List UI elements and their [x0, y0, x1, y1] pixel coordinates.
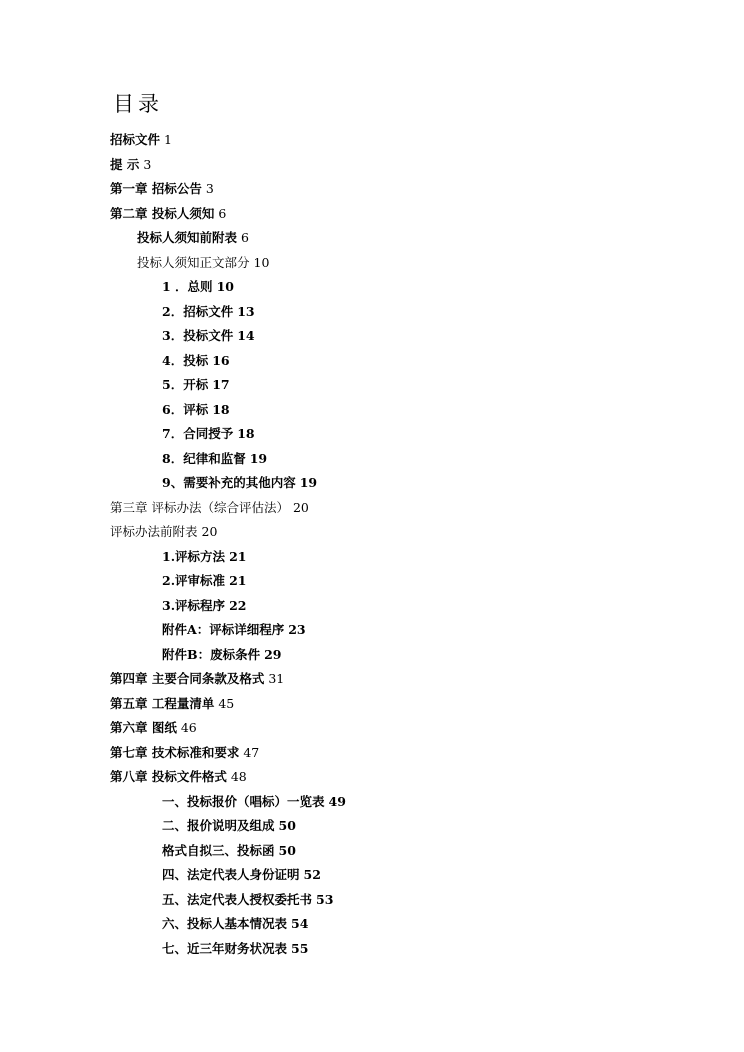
toc-entry-text: 第五章 工程量清单 [110, 695, 215, 711]
toc-entry[interactable] [162, 814, 296, 838]
toc-entry[interactable] [162, 275, 234, 299]
toc-entry-text: 附件B：废标条件 [162, 646, 261, 662]
toc-entry-page: 6 [241, 230, 249, 245]
toc-entry-page: 23 [288, 622, 306, 637]
toc-entry[interactable] [162, 888, 333, 912]
toc-entry-text: 2．招标文件 [162, 303, 234, 319]
toc-entry-page: 55 [291, 940, 309, 956]
toc-entry-page: 52 [303, 867, 321, 882]
toc-entry[interactable] [162, 790, 346, 814]
toc-entry[interactable] [110, 128, 172, 152]
toc-entry-page: 21 [229, 548, 247, 564]
toc-entry-text: 一、投标报价（唱标）一览表 [162, 793, 325, 809]
toc-entry[interactable] [137, 251, 269, 275]
toc-entry[interactable] [162, 912, 308, 936]
toc-entry-text: 8．纪律和监督 [162, 450, 246, 466]
toc-entry[interactable] [162, 300, 255, 324]
toc-entry-text: 投标人须知正文部分 [137, 254, 250, 270]
toc-entry-page: 54 [291, 916, 309, 931]
toc-entry[interactable] [162, 569, 246, 593]
toc-entry-page: 18 [212, 401, 230, 417]
toc-entry[interactable] [110, 177, 214, 201]
toc-entry-text: 4．投标 [162, 352, 209, 368]
toc-entry-page: 17 [212, 377, 230, 392]
toc-entry-text: 投标人须知前附表 [137, 230, 238, 245]
toc-entry[interactable] [162, 373, 230, 397]
toc-entry[interactable] [162, 349, 230, 373]
toc-entry-text: 1.评标方法 [162, 548, 226, 564]
toc-entry-text: 1 ．总则 [162, 279, 213, 294]
toc-entry[interactable] [110, 692, 234, 716]
toc-entry-page: 50 [278, 818, 296, 833]
toc-entry-text: 第七章 技术标准和要求 [110, 744, 240, 760]
toc-entry-page: 46 [180, 720, 197, 735]
toc-entry[interactable] [162, 839, 296, 863]
toc-entry-text: 七、近三年财务状况表 [162, 940, 288, 956]
toc-entry-text: 第三章 评标办法（综合评估法） [110, 499, 289, 515]
toc-entry-text: 5．开标 [162, 377, 209, 392]
toc-entry-page: 49 [328, 793, 346, 809]
toc-entry-page: 3 [205, 181, 214, 196]
toc-entry-page: 53 [316, 891, 334, 907]
toc-entry[interactable] [137, 226, 249, 250]
toc-entry[interactable] [162, 643, 281, 667]
toc-entry-page: 10 [253, 254, 270, 270]
toc-entry[interactable] [162, 545, 246, 569]
toc-entry-page: 20 [201, 524, 218, 539]
toc-entry-page: 20 [292, 499, 309, 515]
toc-entry-page: 14 [237, 328, 255, 343]
toc-entry-text: 第六章 图纸 [110, 720, 177, 735]
toc-entry[interactable] [110, 765, 247, 789]
toc-entry[interactable] [162, 594, 246, 618]
toc-entry-text: 2.评审标准 [162, 573, 226, 588]
toc-entry-page: 48 [230, 769, 247, 784]
toc-entry[interactable] [162, 324, 255, 348]
toc-entry[interactable] [110, 716, 197, 740]
toc-entry-page: 45 [218, 695, 235, 711]
toc-entry-page: 13 [237, 303, 255, 319]
toc-entry[interactable] [162, 471, 317, 495]
toc-entry-page: 31 [268, 671, 285, 686]
toc-entry[interactable] [162, 863, 321, 887]
toc-entry-text: 3．投标文件 [162, 328, 234, 343]
toc-entry[interactable] [110, 520, 217, 544]
toc-entry-text: 招标文件 [110, 132, 161, 147]
toc-entry-page: 3 [143, 156, 152, 172]
toc-entry[interactable] [162, 398, 230, 422]
toc-entry-page: 21 [229, 573, 247, 588]
toc-entry-text: 附件A：评标详细程序 [162, 622, 285, 637]
toc-entry[interactable] [110, 496, 309, 520]
toc-entry-text: 第八章 投标文件格式 [110, 769, 227, 784]
toc-entry-text: 六、投标人基本情况表 [162, 916, 288, 931]
toc-entry[interactable] [162, 937, 308, 961]
toc-entry-page: 19 [249, 450, 268, 466]
toc-entry-page: 16 [212, 352, 230, 368]
toc-entry-text: 四、法定代表人身份证明 [162, 867, 300, 882]
toc-entry[interactable] [162, 618, 306, 642]
toc-entry-page: 19 [299, 475, 318, 490]
toc-entry-text: 9、需要补充的其他内容 [162, 475, 296, 490]
toc-entry-text: 五、法定代表人授权委托书 [162, 891, 313, 907]
toc-entry-text: 第二章 投标人须知 [110, 205, 215, 221]
toc-entry-text: 第一章 招标公告 [110, 181, 202, 196]
toc-entry[interactable] [110, 741, 259, 765]
toc-entry[interactable] [162, 447, 267, 471]
toc-entry-page: 50 [278, 842, 296, 858]
toc-entry-page: 18 [237, 426, 255, 441]
toc-entry-text: 提 示 [110, 156, 140, 172]
toc-entry-page: 1 [164, 132, 172, 147]
page-title: 目录 [113, 92, 163, 116]
toc-entry-page: 22 [229, 597, 247, 613]
toc-entry[interactable] [110, 202, 226, 226]
toc-entry[interactable] [110, 153, 151, 177]
toc-entry-text: 第四章 主要合同条款及格式 [110, 671, 265, 686]
toc-entry-page: 6 [218, 205, 227, 221]
toc-entry-page: 47 [243, 744, 260, 760]
toc-entry-page: 29 [264, 646, 282, 662]
toc-entry[interactable] [162, 422, 255, 446]
toc-entry-text: 6．评标 [162, 401, 209, 417]
toc-entry[interactable] [110, 667, 284, 691]
toc-entry-text: 格式自拟三、投标函 [162, 842, 275, 858]
toc-entry-text: 二、报价说明及组成 [162, 818, 275, 833]
toc-entry-page: 10 [216, 279, 234, 294]
toc-entry-text: 评标办法前附表 [110, 524, 198, 539]
toc-entry-text: 7．合同授予 [162, 426, 234, 441]
toc-entry-text: 3.评标程序 [162, 597, 226, 613]
